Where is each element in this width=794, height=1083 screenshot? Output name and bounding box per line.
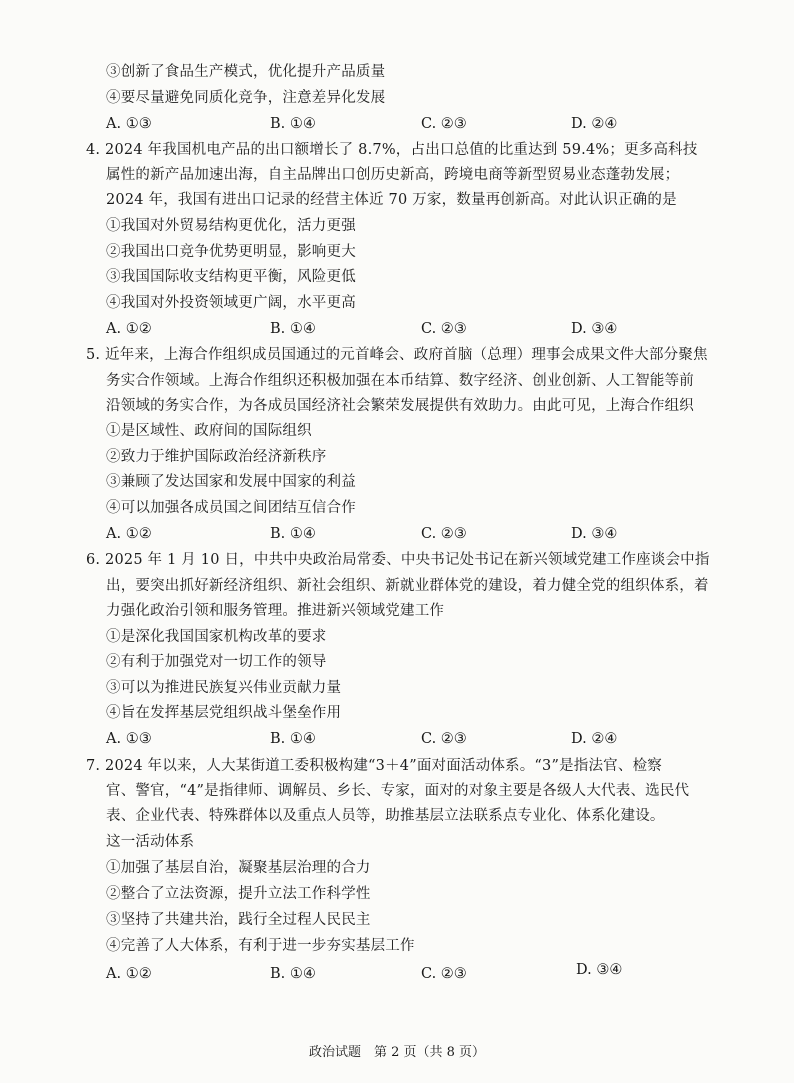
q5-item: ③兼顾了发达国家和发展中国家的利益 (106, 474, 356, 490)
q5-item: ②致力于维护国际政治经济新秩序 (106, 449, 327, 465)
q4-item: ①我国对外贸易结构更优化，活力更强 (106, 218, 356, 234)
q5-option-d: D. ③④ (571, 526, 618, 542)
q7-stem-line: 7. 2024 年以来，人大某街道工委积极构建“3＋4”面对面活动体系。“3”是指法官、检察 (86, 758, 662, 774)
q7-option-a: A. ①② (106, 966, 152, 982)
q4-item: ③我国国际收支结构更平衡，风险更低 (106, 269, 356, 285)
q3-option-b: B. ①④ (270, 116, 316, 132)
q6-item: ③可以为推进民族复兴伟业贡献力量 (106, 680, 342, 696)
q6-stem-line: 出，要突出抓好新经济组织、新社会组织、新就业群体党的建设，着力健全党的组织体系，着 (106, 578, 709, 594)
q6-stem-line: 力强化政治引领和服务管理。推进新兴领域党建工作 (106, 603, 445, 619)
q7-item: ①加强了基层自治，凝聚基层治理的合力 (106, 860, 371, 876)
q7-item: ④完善了人大体系，有利于进一步夯实基层工作 (106, 938, 415, 954)
q4-option-b: B. ①④ (270, 321, 316, 337)
q5-item: ①是区域性、政府间的国际组织 (106, 423, 312, 439)
q7-stem-line: 表、企业代表、特殊群体以及重点人员等，助推基层立法联系点专业化、体系化建设。 (106, 808, 665, 824)
q6-item: ④旨在发挥基层党组织战斗堡垒作用 (106, 705, 342, 721)
q6-option-d: D. ②④ (571, 731, 618, 747)
q6-option-b: B. ①④ (270, 731, 316, 747)
q7-item: ②整合了立法资源，提升立法工作科学性 (106, 886, 371, 902)
q4-stem-line: 4. 2024 年我国机电产品的出口额增长了 8.7%，占出口总值的比重达到 59.4%；更多高科技 (86, 142, 698, 158)
q3-item-3: ③创新了食品生产模式，优化提升产品质量 (106, 64, 386, 80)
q5-stem-line: 务实合作领域。上海合作组织还积极加强在本币结算、数字经济、创业创新、人工智能等前 (106, 373, 694, 389)
q3-option-c: C. ②③ (421, 116, 467, 132)
q5-option-c: C. ②③ (421, 526, 467, 542)
q5-item: ④可以加强各成员国之间团结互信合作 (106, 500, 356, 516)
q6-stem-line: 6. 2025 年 1 月 10 日，中共中央政治局常委、中央书记处书记在新兴领域党建工作座谈会中指 (86, 552, 710, 568)
q7-stem-line: 这一活动体系 (106, 834, 195, 850)
q5-option-b: B. ①④ (270, 526, 316, 542)
q7-option-c: C. ②③ (421, 966, 467, 982)
q7-stem-line: 官、警官，“4”是指律师、调解员、乡长、专家，面对的对象主要是各级人大代表、选民代 (106, 783, 690, 799)
q4-option-c: C. ②③ (421, 321, 467, 337)
q3-option-a: A. ①③ (106, 116, 152, 132)
q6-item: ①是深化我国国家机构改革的要求 (106, 629, 327, 645)
q4-item: ④我国对外投资领域更广阔，水平更高 (106, 295, 356, 311)
q4-option-d: D. ③④ (571, 321, 618, 337)
q4-item: ②我国出口竞争优势更明显，影响更大 (106, 244, 356, 260)
q7-item: ③坚持了共建共治，践行全过程人民民主 (106, 912, 371, 928)
q3-option-d: D. ②④ (571, 116, 618, 132)
q4-stem-line: 2024 年，我国有进出口记录的经营主体近 70 万家，数量再创新高。对此认识正确的是 (106, 192, 677, 208)
q4-option-a: A. ①② (106, 321, 152, 337)
q6-option-c: C. ②③ (421, 731, 467, 747)
q5-stem-line: 5. 近年来，上海合作组织成员国通过的元首峰会、政府首脑（总理）理事会成果文件大部分聚焦 (86, 347, 708, 363)
page-footer: 政治试题 第 2 页（共 8 页） (308, 1045, 486, 1060)
q4-stem-line: 属性的新产品加速出海，自主品牌出口创历史新高，跨境电商等新型贸易业态蓬勃发展； (106, 167, 680, 183)
q5-option-a: A. ①② (106, 526, 152, 542)
q7-option-d: D. ③④ (576, 962, 623, 978)
q5-stem-line: 沿领域的务实合作，为各成员国经济社会繁荣发展提供有效助力。由此可见，上海合作组织 (106, 398, 694, 414)
q3-item-4: ④要尽量避免同质化竞争，注意差异化发展 (106, 90, 386, 106)
q6-item: ②有利于加强党对一切工作的领导 (106, 654, 327, 670)
q7-option-b: B. ①④ (270, 966, 316, 982)
q6-option-a: A. ①③ (106, 731, 152, 747)
